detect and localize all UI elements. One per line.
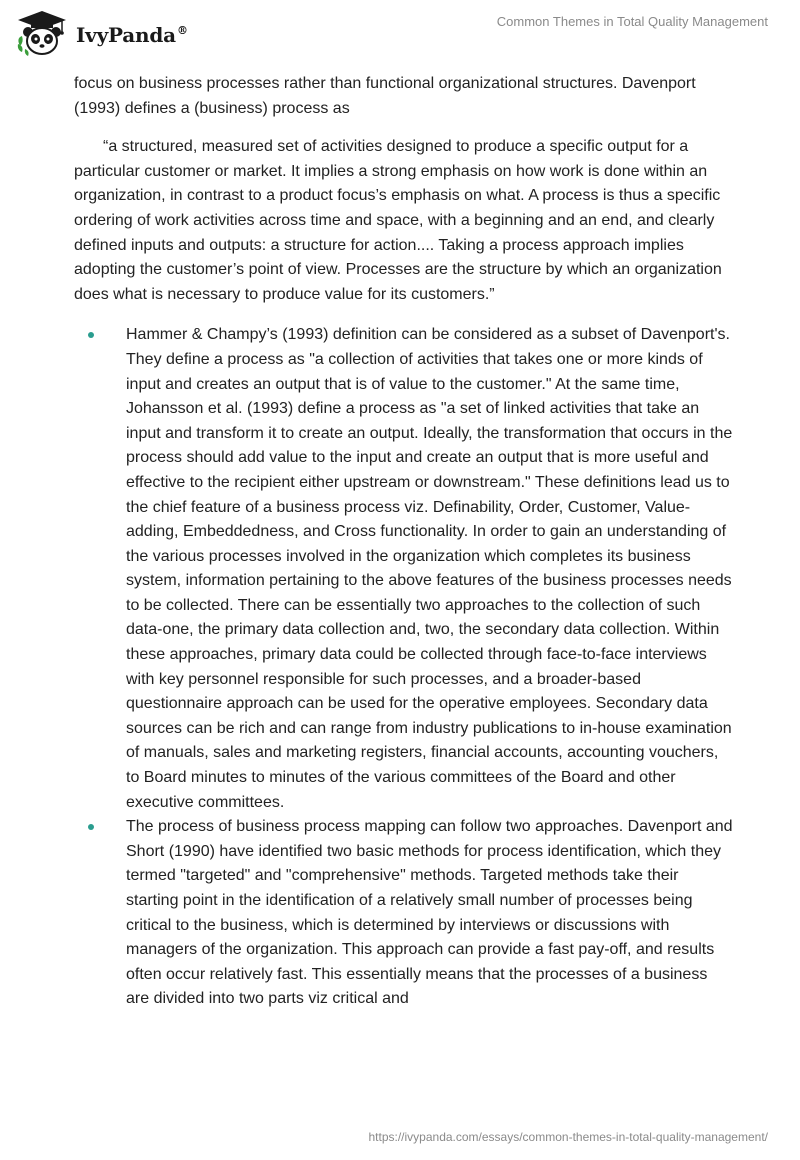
page-header <box>0 0 800 68</box>
list-item-text: The process of business process mapping can follow two approaches. Davenport and Short (1990) have identified two basic methods for process identification, which they termed "targeted" and "comprehensive" methods. Targeted methods take their starting point in the identification of a relatively small number of processes being critical to the business, which is determined by interviews or discussions with managers of the organization. This approach can provide a fast pay-off, and results often occur relatively fast. This essentially means that the processes of a business are divided into two parts viz critical and <box>126 818 733 1008</box>
list-item <box>74 815 734 1012</box>
footer-source-url[interactable]: https://ivypanda.com/essays/common-themes-in-total-quality-management/ <box>368 1130 768 1144</box>
intro-paragraph: focus on business processes rather than functional organizational structures. Davenport (1993) defines a (business) process as <box>74 75 696 117</box>
bullet-dot-icon <box>88 332 94 338</box>
panda-graduate-icon <box>14 8 70 60</box>
document-title: Common Themes in Total Quality Management <box>496 14 768 29</box>
bullet-dot-icon <box>88 824 94 830</box>
bullet-list <box>74 323 734 1012</box>
logo-wordmark: IvyPanda® <box>76 23 188 47</box>
ivypanda-logo[interactable] <box>14 8 188 60</box>
list-item <box>74 323 734 815</box>
list-item-text: Hammer & Champy’s (1993) definition can be considered as a subset of Davenport's. They define a process as "a collection of activities that takes one or more kinds of input and creates an output that is of value to the customer." At the same time, Johansson et al. (1993) define a process as "a set of linked activities that take an input and transform it to create an output. Ideally, the transformation that occurs in the process should add value to the input and create an output that is more useful and effective to the recipient either upstream or downstream." These definitions lead us to the chief feature of a business process viz. Definability, Order, Customer, Value-adding, Embeddedness, and Cross functionality. In order to gain an understanding of the various processes involved in the organization which completes its business system, information pertaining to the above features of the business processes needs to be collected. There can be essentially two approaches to the collection of such data-one, the primary data collection and, two, the secondary data collection. Within these approaches, primary data could be collected through face-to-face interviews with key personnel responsible for such processes, and a broader-based questionnaire approach can be used for the operative employees. Secondary data sources can be rich and can range from industry publications to in-house examination of manuals, sales and marketing registers, financial accounts, accounting vouchers, to Board minutes to minutes of the various committees of the Board and other executive committees. <box>126 326 733 811</box>
davenport-quote-paragraph: “a structured, measured set of activities designed to produce a specific output for a particular customer or market. It implies a strong emphasis on how work is done within an organization, in contrast to a product focus’s emphasis on what. A process is thus a specific ordering of work activities across time and space, with a beginning and an end, and clearly defined inputs and outputs: a structure for action.... Taking a process approach implies adopting the customer’s point of view. Processes are the structure by which an organization does what is necessary to produce value for its customers.” <box>74 138 722 303</box>
essay-content <box>74 72 734 1012</box>
